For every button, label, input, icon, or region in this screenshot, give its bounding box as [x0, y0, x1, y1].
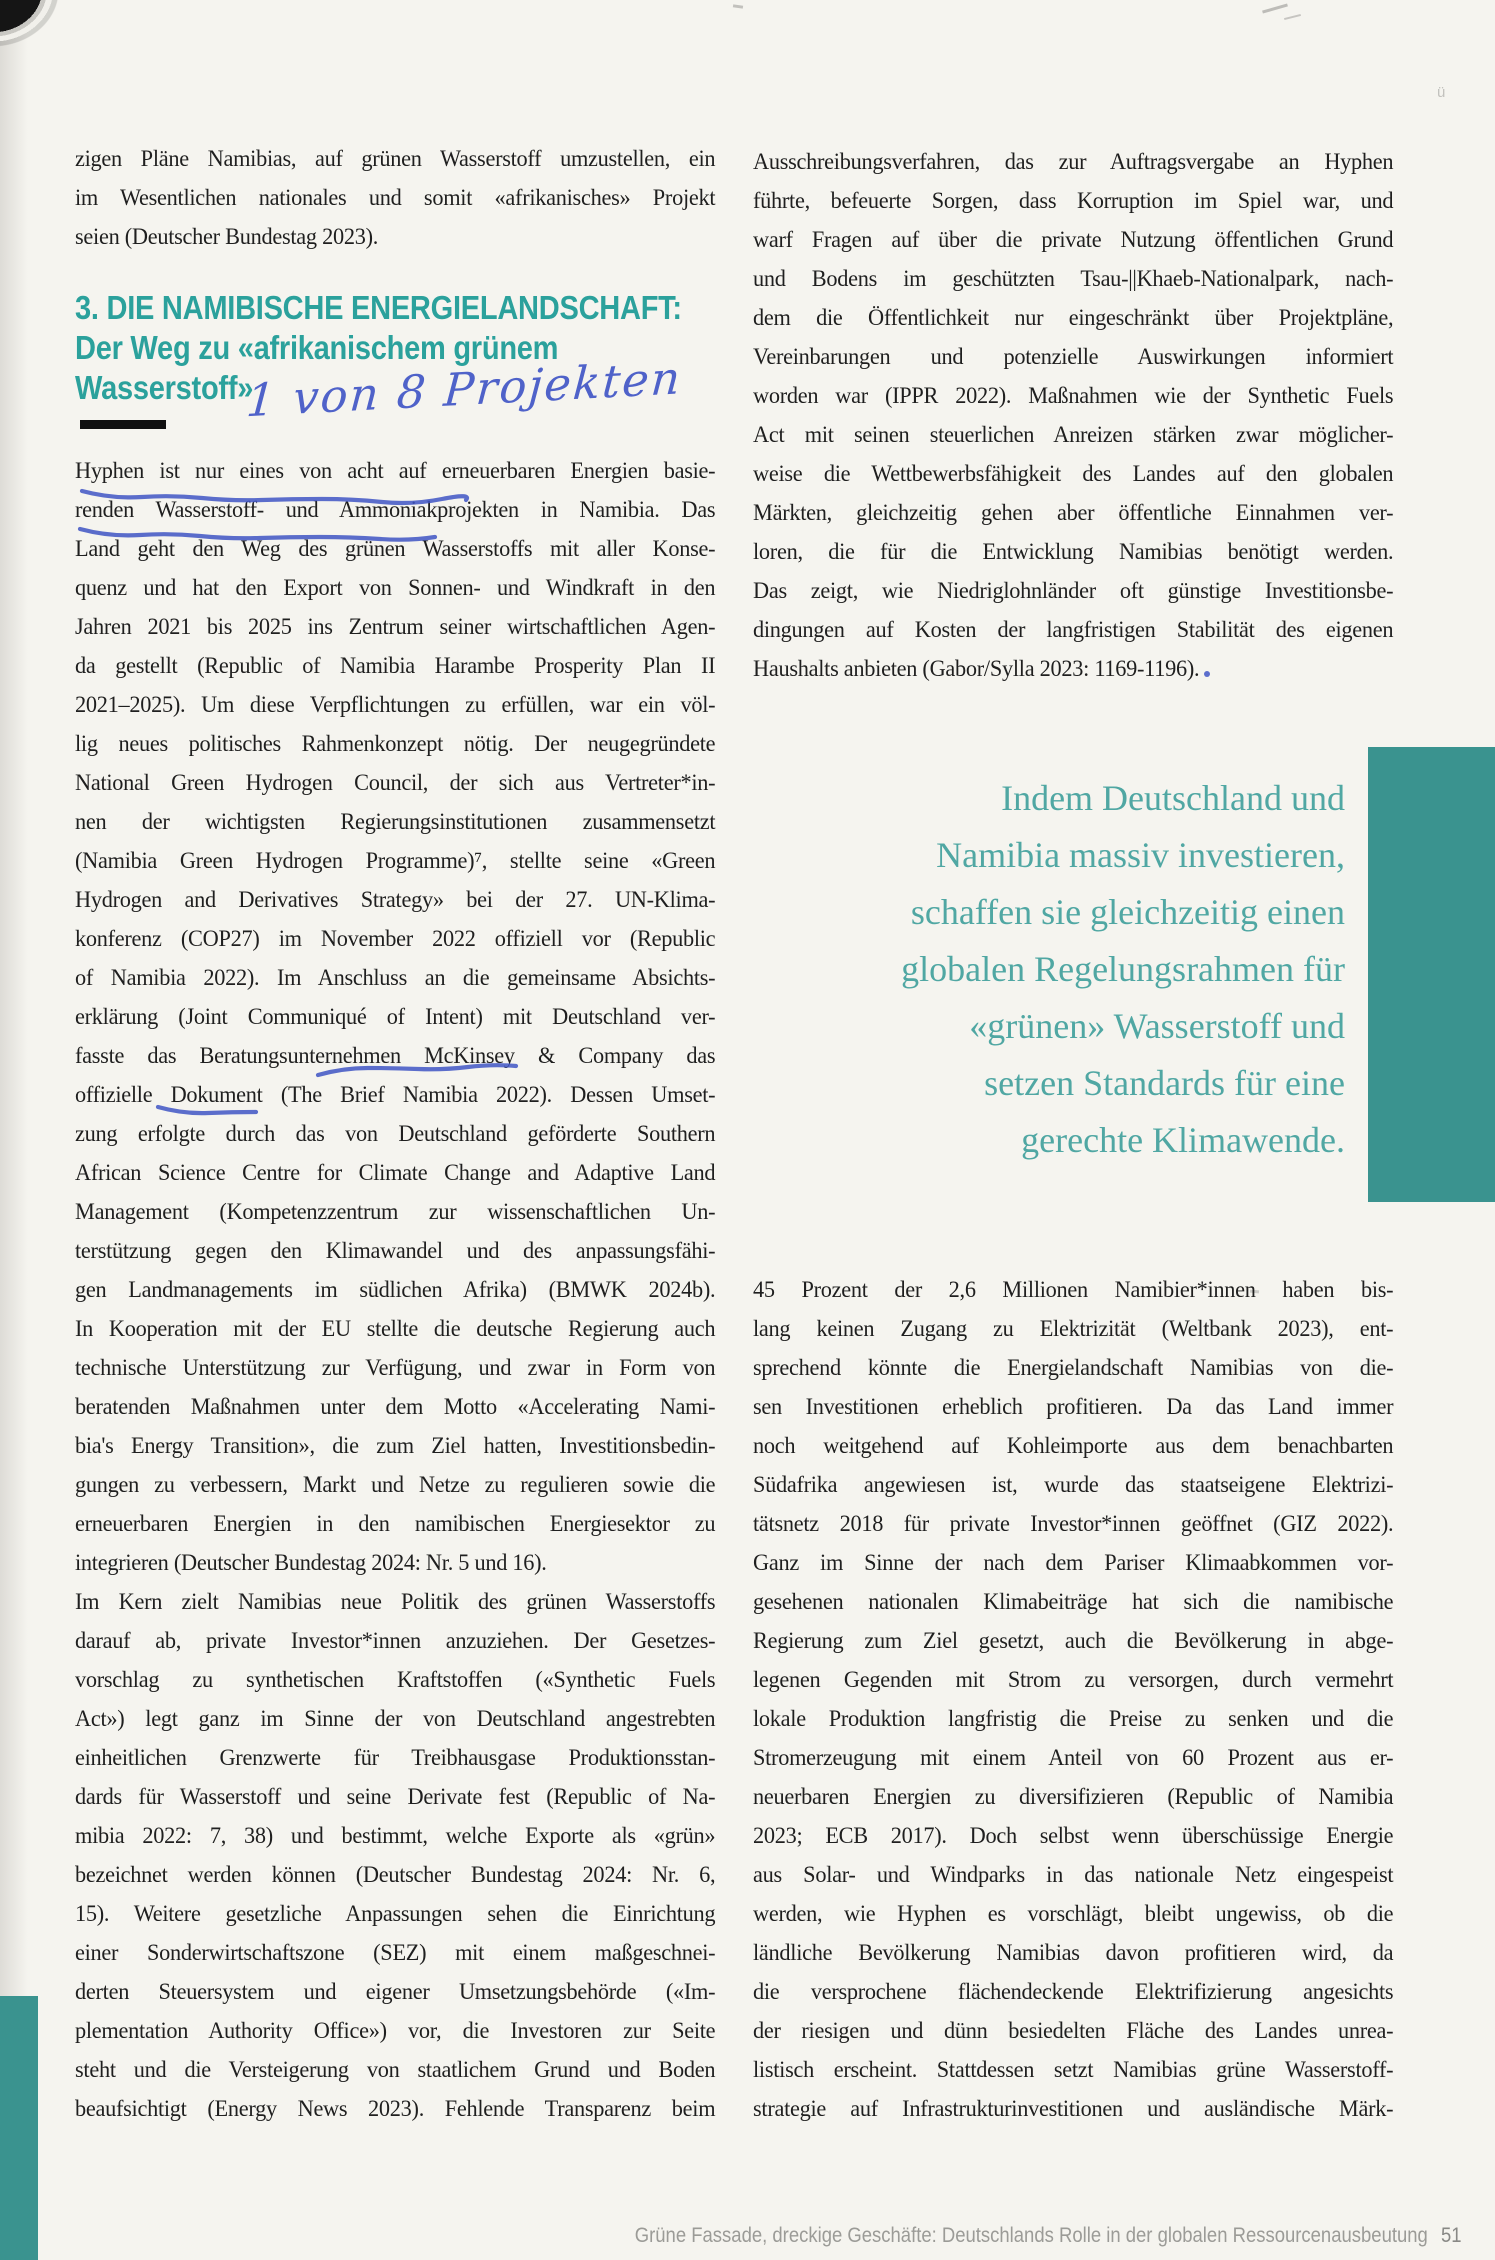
quote-accent-bar: [1368, 747, 1495, 1202]
pen-dot: [1204, 671, 1210, 677]
text-line: Hyphen ist nur eines von acht auf erneuerbaren Energien basie-: [75, 458, 716, 484]
text-line: fasste das Beratungsunternehmen McKinsey & Company das: [75, 1043, 716, 1069]
text-line: gen Landmanagements im südlichen Afrika) (BMWK 2024b).: [75, 1277, 716, 1303]
scan-gutter-shadow: [0, 0, 28, 2260]
scan-speck: [1262, 3, 1288, 13]
margin-mark: ü: [1437, 84, 1446, 101]
text-line: werden, wie Hyphen es vorschlägt, bleibt ungewiss, ob die: [753, 1901, 1394, 1927]
text-line: neuerbaren Energien zu diversifizieren (Republic of Namibia: [753, 1784, 1394, 1810]
text-line: lig neues politisches Rahmenkonzept nötig. Der neugegründete: [75, 731, 716, 757]
text-line: warf Fragen auf über die private Nutzung öffentlichen Grund: [753, 227, 1394, 253]
text-line: Management (Kompetenzzentrum zur wissenschaftlichen Un-: [75, 1199, 716, 1225]
intro-paragraph: [75, 140, 715, 257]
text-line: quenz und hat den Export von Sonnen- und Windkraft in den: [75, 575, 716, 601]
text-line: zung erfolgte durch das von Deutschland geförderte Southern: [75, 1121, 716, 1147]
text-line: erneuerbaren Energien in den namibischen Energiesektor zu: [75, 1511, 716, 1537]
text-line: sen Investitionen erheblich profitieren. Da das Land immer: [753, 1394, 1394, 1420]
text-line: renden Wasserstoff- und Ammoniakprojekten in Namibia. Das: [75, 497, 716, 523]
text-line: beaufsichtigt (Energy News 2023). Fehlende Transparenz beim: [75, 2096, 716, 2122]
text-line: In Kooperation mit der EU stellte die deutsche Regierung auch: [75, 1316, 716, 1342]
text-line: gungen zu verbessern, Markt und Netze zu regulieren sowie die: [75, 1472, 716, 1498]
text-line: Stromerzeugung mit einem Anteil von 60 Prozent aus er-: [753, 1745, 1394, 1771]
text-line: technische Unterstützung zur Verfügung, und zwar in Form von: [75, 1355, 716, 1381]
text-line: derten Steuersystem und eigener Umsetzungsbehörde («Im-: [75, 1979, 716, 2005]
text-line: terstützung gegen den Klimawandel und des anpassungsfähi-: [75, 1238, 716, 1264]
text-line: Haushalts anbieten (Gabor/Sylla 2023: 1169-1196).: [753, 656, 1200, 682]
page-footer: [635, 2223, 1462, 2248]
text-line: ländliche Bevölkerung Namibias davon profitieren wird, da: [753, 1940, 1394, 1966]
text-line: mibia 2022: 7, 38) und bestimmt, welche Exporte als «grün»: [75, 1823, 716, 1849]
quote-line: gerechte Klimawende.: [1021, 1120, 1345, 1160]
heading-line: Der Weg zu «afrikanischem grünem: [75, 329, 559, 366]
text-line: sprechend könnte die Energielandschaft Namibias von die-: [753, 1355, 1394, 1381]
text-line: tätsnetz 2018 für private Investor*innen geöffnet (GIZ 2022).: [753, 1511, 1394, 1537]
text-line: der riesigen und dünn besiedelten Fläche des Landes unrea-: [753, 2018, 1394, 2044]
quote-line: Indem Deutschland und: [1001, 778, 1345, 818]
heading-line: 3. DIE NAMIBISCHE ENERGIELANDSCHAFT:: [75, 289, 682, 326]
text-line: steht und die Versteigerung von staatlichem Grund und Boden: [75, 2057, 716, 2083]
text-line: noch weitgehend auf Kohleimporte aus dem benachbarten: [753, 1433, 1394, 1459]
text-line: lokale Produktion langfristig die Preise zu senken und die: [753, 1706, 1394, 1732]
page-curl: [0, 0, 92, 78]
text-line: einer Sonderwirtschaftszone (SEZ) mit einem maßgeschnei-: [75, 1940, 716, 1966]
text-line: gesehenen nationalen Klimabeiträge hat sich die namibische: [753, 1589, 1394, 1615]
text-line: einheitlichen Grenzwerte für Treibhausgase Produktionsstan-: [75, 1745, 716, 1771]
text-line: und Bodens im geschützten Tsau-||Khaeb-Nationalpark, nach-: [753, 266, 1394, 292]
heading-line: Wasserstoff»: [75, 369, 254, 406]
quote-line: «grünen» Wasserstoff und: [969, 1006, 1345, 1046]
text-line: plementation Authority Office») vor, die Investoren zur Seite: [75, 2018, 716, 2044]
quote-line: setzen Standards für eine: [984, 1063, 1345, 1103]
text-line: bia's Energy Transition», die zum Ziel hatten, Investitionsbedin-: [75, 1433, 716, 1459]
text-line: dards für Wasserstoff und seine Derivate fest (Republic of Na-: [75, 1784, 716, 1810]
scan-speck: [1284, 14, 1301, 20]
text-line: erklärung (Joint Communiqué of Intent) mit Deutschland ver-: [75, 1004, 716, 1030]
text-line: da gestellt (Republic of Namibia Harambe Prosperity Plan II: [75, 653, 716, 679]
right-column-bottom: [753, 1271, 1393, 2129]
text-line: Act») legt ganz im Sinne der von Deutschland angestrebten: [75, 1706, 716, 1732]
text-line: Act mit seinen steuerlichen Anreizen stärken zwar möglicher-: [753, 422, 1394, 448]
text-line: seien (Deutscher Bundestag 2023).: [75, 224, 379, 250]
text-line: legenen Gegenden mit Strom zu versorgen, durch vermehrt: [753, 1667, 1394, 1693]
text-line: beratenden Maßnahmen unter dem Motto «Accelerating Nami-: [75, 1394, 716, 1420]
text-line: Vereinbarungen und potenzielle Auswirkungen informiert: [753, 344, 1394, 370]
left-column-body: [75, 452, 715, 2129]
pull-quote: [753, 770, 1345, 1169]
text-line: Ganz im Sinne der nach dem Pariser Klimaabkommen vor-: [753, 1550, 1394, 1576]
text-line: Das zeigt, wie Niedriglohnländer oft günstige Investitionsbe-: [753, 578, 1394, 604]
text-line: Südafrika angewiesen ist, wurde das staatseigene Elektrizi-: [753, 1472, 1394, 1498]
text-line: die versprochene flächendeckende Elektrifizierung angesichts: [753, 1979, 1394, 2005]
quote-line: Namibia massiv investieren,: [936, 835, 1345, 875]
handwritten-annotation: 1 von 8 Projekten: [244, 351, 684, 428]
text-line: 2021–2025). Um diese Verpflichtungen zu erfüllen, war ein völ-: [75, 692, 716, 718]
text-line: zigen Pläne Namibias, auf grünen Wasserstoff umzustellen, ein: [75, 146, 716, 172]
quote-line: schaffen sie gleichzeitig einen: [910, 892, 1345, 932]
text-line: of Namibia 2022). Im Anschluss an die gemeinsame Absichts-: [75, 965, 716, 991]
text-line: aus Solar- und Windparks in das nationale Netz eingespeist: [753, 1862, 1394, 1888]
text-line: offizielle Dokument (The Brief Namibia 2022). Dessen Umset-: [75, 1082, 716, 1108]
text-line: Hydrogen and Derivatives Strategy» bei der 27. UN-Klima-: [75, 887, 716, 913]
text-line: vorschlag zu synthetischen Kraftstoffen («Synthetic Fuels: [75, 1667, 716, 1693]
text-line: listisch erscheint. Stattdessen setzt Namibias grüne Wasserstoff-: [753, 2057, 1394, 2083]
text-line: 45 Prozent der 2,6 Millionen Namibier*innen haben bis-: [753, 1277, 1394, 1303]
text-line: lang keinen Zugang zu Elektrizität (Weltbank 2023), ent-: [753, 1316, 1394, 1342]
text-line: weise die Wettbewerbsfähigkeit des Landes auf den globalen: [753, 461, 1394, 487]
scan-speck: [733, 4, 743, 8]
text-line: Regierung zum Ziel gesetzt, auch die Bevölkerung in abge-: [753, 1628, 1394, 1654]
text-line: worden war (IPPR 2022). Maßnahmen wie der Synthetic Fuels: [753, 383, 1394, 409]
text-line: National Green Hydrogen Council, der sich aus Vertreter*in-: [75, 770, 716, 796]
text-line: Märkten, gleichzeitig gehen aber öffentliche Einnahmen ver-: [753, 500, 1394, 526]
text-line: konferenz (COP27) im November 2022 offiziell vor (Republic: [75, 926, 716, 952]
text-line: bezeichnet werden können (Deutscher Bundestag 2024: Nr. 6,: [75, 1862, 716, 1888]
text-line: Ausschreibungsverfahren, das zur Auftragsvergabe an Hyphen: [753, 149, 1394, 175]
text-line: strategie auf Infrastrukturinvestitionen und ausländische Märk-: [753, 2096, 1394, 2122]
text-line: African Science Centre for Climate Change and Adaptive Land: [75, 1160, 716, 1186]
text-line: Jahren 2021 bis 2025 ins Zentrum seiner wirtschaftlichen Agen-: [75, 614, 716, 640]
text-line: im Wesentlichen nationales und somit «afrikanisches» Projekt: [75, 185, 716, 211]
right-column-top: [753, 143, 1393, 689]
text-line: darauf ab, private Investor*innen anzuziehen. Der Gesetzes-: [75, 1628, 716, 1654]
heading-rule: [80, 420, 166, 429]
text-line: nen der wichtigsten Regierungsinstitutionen zusammensetzt: [75, 809, 716, 835]
text-line: 2023; ECB 2017). Doch selbst wenn überschüssige Energie: [753, 1823, 1394, 1849]
text-line: 15). Weitere gesetzliche Anpassungen sehen die Einrichtung: [75, 1901, 716, 1927]
text-line: dingungen auf Kosten der langfristigen Stabilität des eigenen: [753, 617, 1394, 643]
footer-title: Grüne Fassade, dreckige Geschäfte: Deutschlands Rolle in der globalen Ressourcenausbeutung: [635, 2223, 1429, 2247]
margin-accent-strip: [0, 1996, 38, 2260]
text-line: Im Kern zielt Namibias neue Politik des grünen Wasserstoffs: [75, 1589, 716, 1615]
text-line: loren, die für die Entwicklung Namibias benötigt werden.: [753, 539, 1394, 565]
text-line: (Namibia Green Hydrogen Programme)⁷, stellte seine «Green: [75, 848, 716, 874]
text-line: führte, befeuerte Sorgen, dass Korruption im Spiel war, und: [753, 188, 1394, 214]
page-number: 51: [1441, 2223, 1462, 2247]
text-line: Land geht den Weg des grünen Wasserstoffs mit aller Konse-: [75, 536, 716, 562]
text-line: dem die Öffentlichkeit nur eingeschränkt über Projektpläne,: [753, 305, 1394, 331]
text-line: integrieren (Deutscher Bundestag 2024: Nr. 5 und 16).: [75, 1550, 547, 1576]
quote-line: globalen Regelungsrahmen für: [901, 949, 1345, 989]
